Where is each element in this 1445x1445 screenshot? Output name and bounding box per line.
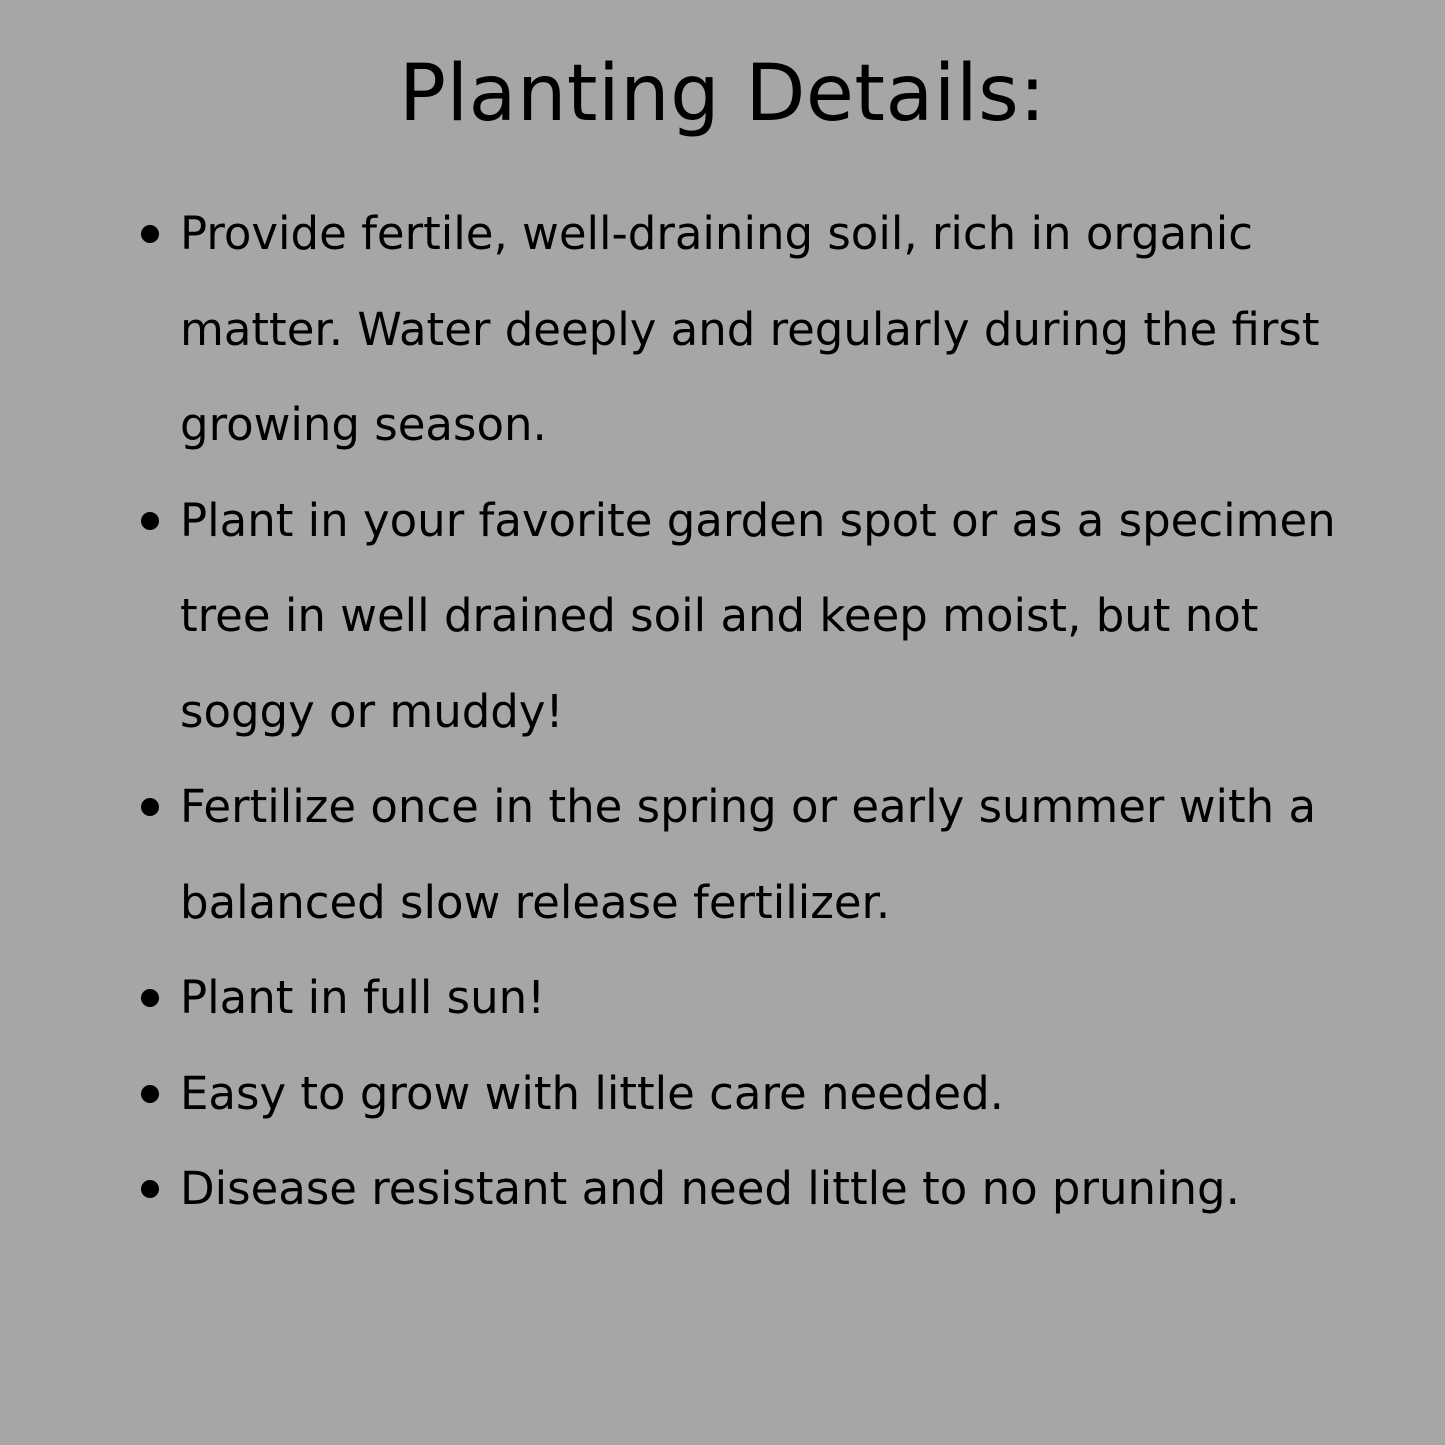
list-item-text: Disease resistant and need little to no pruning. bbox=[180, 1162, 1240, 1215]
list-item-text: Provide fertile, well-draining soil, rich in organic matter. Water deeply and regularly during the first growing season. bbox=[180, 207, 1320, 451]
list-item bbox=[0, 473, 1445, 760]
list-item bbox=[0, 1141, 1445, 1237]
bullet-dot-icon bbox=[141, 798, 159, 816]
list-item-text: Plant in your favorite garden spot or as a specimen tree in well drained soil and keep moist, but not soggy or muddy! bbox=[180, 493, 1336, 738]
bullet-dot-icon bbox=[141, 225, 159, 243]
planting-details-list bbox=[0, 186, 1445, 1237]
bullet-dot-icon bbox=[141, 1180, 159, 1198]
list-item bbox=[0, 1046, 1445, 1142]
bullet-dot-icon bbox=[141, 512, 159, 530]
list-item bbox=[0, 759, 1445, 950]
bullet-dot-icon bbox=[141, 1085, 159, 1103]
list-item bbox=[0, 950, 1445, 1046]
list-item-text: Plant in full sun! bbox=[180, 971, 546, 1024]
list-item-text: Fertilize once in the spring or early summer with a balanced slow release fertilizer. bbox=[180, 780, 1317, 929]
page-title: Planting Details: bbox=[398, 49, 1047, 139]
list-item bbox=[0, 186, 1445, 473]
list-item-text: Easy to grow with little care needed. bbox=[180, 1066, 1004, 1120]
bullet-dot-icon bbox=[141, 989, 159, 1007]
